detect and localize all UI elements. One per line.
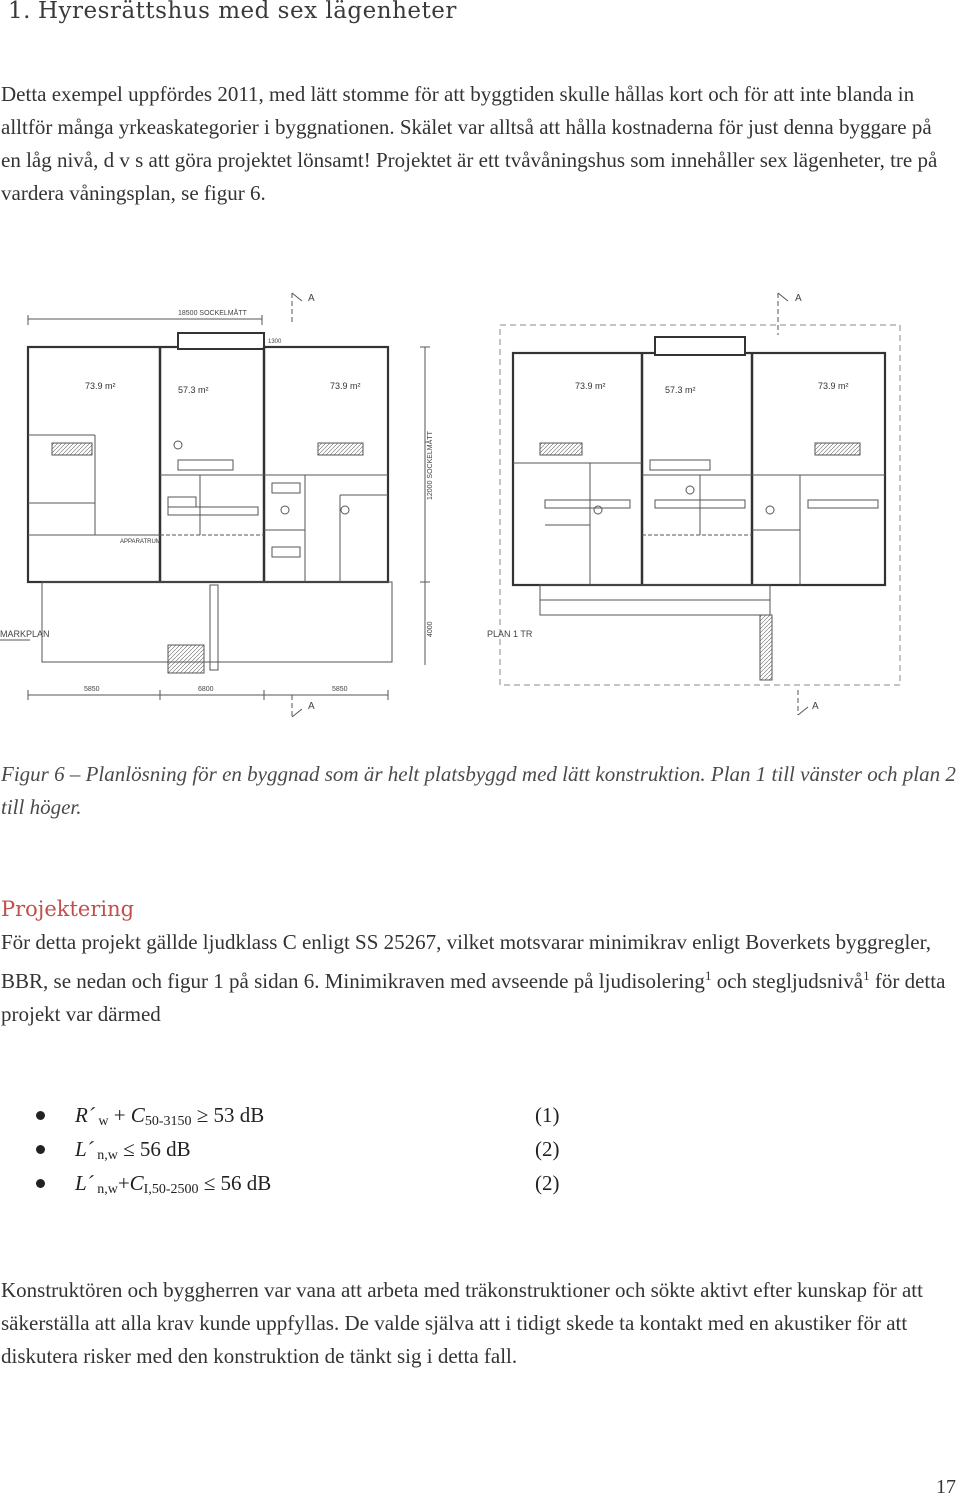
page-number: 17 [936,1476,956,1498]
projektering-paragraph [1,926,956,1031]
projektering-text-2: och stegljudsnivå [711,969,864,993]
depth-dimension-label: 4000 [427,621,434,637]
footnote-ref-2: 1 [863,968,870,983]
requirement-item [0,1098,600,1132]
equation-number: (1) [535,1103,560,1127]
equation-number: (2) [535,1171,560,1195]
right-floor-plan [500,293,900,715]
requirement-item [0,1166,600,1200]
bullet-icon [36,1179,45,1188]
requirement-item [0,1132,600,1166]
footnote-ref-1: 1 [704,968,712,983]
bottom-dim-2: 6800 [198,686,214,693]
section-mark-top-right: A [795,293,802,304]
formula: L´ $_{n,w}$ ≤ 56 dB [75,1137,191,1163]
section-mark-bottom-left: A [308,701,315,712]
formula: L´ $_{n,w}+C_{I,50-2500} \le 56$ dB [75,1171,272,1197]
closing-paragraph: Konstruktören och byggherren var vana att arbeta med träkonstruktioner och sökte aktivt efter kunskap för att säkerställa att alla krav kunde uppfyllas. De valde själva att i tidigt skede ta kontakt med en akustiker för att diskutera risker med den konstruktion de tänkt sig i detta fall. [1,1278,923,1368]
room-area-left-1: 73.9 m² [85,381,116,391]
requirement-list [0,1098,600,1200]
markplan-label: MARKPLAN [0,629,50,639]
projektering-text-1: För detta projekt gällde ljudklass C enligt SS 25267, vilket motsvarar minimikrav enligt Boverkets byggregler, BBR, se nedan och figur 1 på sidan 6. Minimikraven med avseende på ljudisolering [1,930,932,993]
top-dimension-label: 18500 SOCKELMÅTT [178,310,247,317]
apparatrum-label: APPARATRUM [120,539,161,545]
projektering-heading: Projektering [1,897,135,921]
room-area-left-3: 73.9 m² [330,381,361,391]
section-number: 1. [8,0,31,24]
bullet-icon [36,1111,45,1120]
projektering-text-3: för detta projekt var därmed [1,969,946,1026]
figure-caption: Figur 6 – Planlösning för en byggnad som är helt platsbyggd med lätt konstruktion. Plan 1 till vänster och plan 2 till höger. [1,762,956,819]
bottom-dim-1: 5850 [84,686,100,693]
small-dimension-label: 1300 [268,339,282,345]
section-mark-top-left: A [308,293,315,304]
floor-plan-figure [0,285,960,725]
room-area-right-1: 73.9 m² [575,381,606,391]
room-area-right-3: 73.9 m² [818,381,849,391]
plan-1tr-label: PLAN 1 TR [487,629,533,639]
equation-number: (2) [535,1137,560,1161]
bullet-icon [36,1145,45,1154]
room-area-right-2: 57.3 m² [665,385,696,395]
formula: R´ $_w + C_{50-3150} \ge 53$ dB [75,1103,265,1129]
intro-paragraph: Detta exempel uppfördes 2011, med lätt stomme för att byggtiden skulle hållas kort och för att inte blanda in alltför många yrkeaskategorier i byggnationen. Skälet var alltså att hålla kostnaderna för just denna byggare på en låg nivå, d v s att göra projektet lönsamt! Projektet är ett tvåvåningshus som innehåller sex lägenheter, tre på vardera våningsplan, se figur 6. [1,82,938,205]
section-mark-bottom-right: A [812,701,819,712]
side-dimension-label: 12000 SOCKELMÅTT [427,431,434,500]
room-area-left-2: 57.3 m² [178,385,209,395]
section-title: Hyresrättshus med sex lägenheter [38,0,457,24]
left-floor-plan [0,293,430,717]
bottom-dim-3: 5850 [332,686,348,693]
section-heading [8,0,457,24]
